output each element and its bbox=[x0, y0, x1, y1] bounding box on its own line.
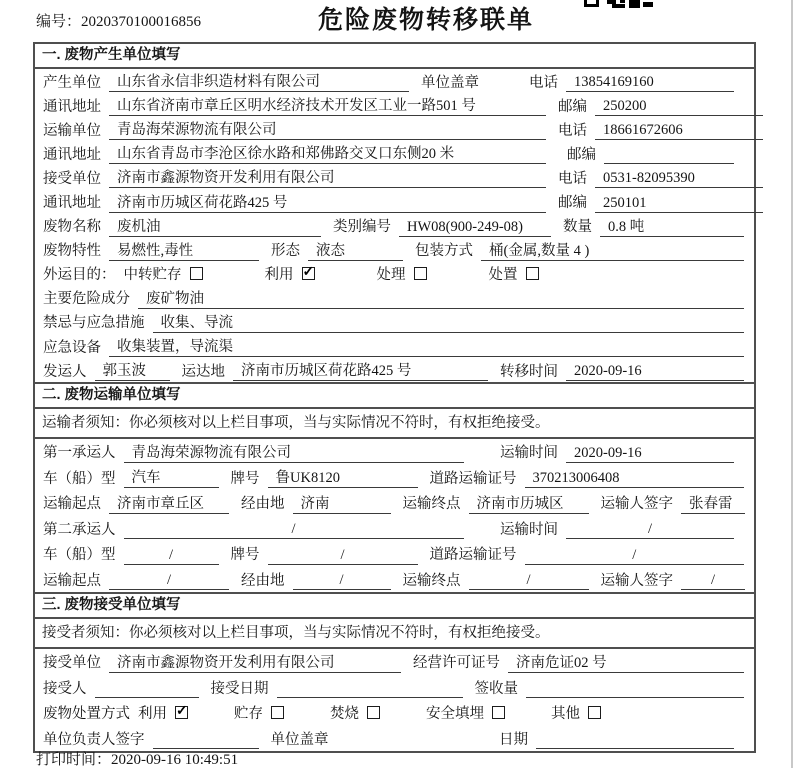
field-label-waste-form: 形态 bbox=[271, 243, 300, 260]
field-value-first-transport-date: 2020-09-16 bbox=[566, 443, 734, 463]
field-value-transport-unit-name: 青岛海荣源物流有限公司 bbox=[109, 120, 546, 140]
field-label-accept-date: 接受日期 bbox=[210, 680, 269, 697]
section-producer bbox=[33, 42, 756, 384]
field-value-accept-date bbox=[277, 678, 463, 698]
field-value-accept-unit-name: 济南市鑫源物资开发利用有限公司 bbox=[109, 653, 401, 673]
field-label-receiver-postcode: 邮编 bbox=[558, 195, 587, 212]
field-value-transport-postcode bbox=[604, 144, 734, 164]
field-label-license-number: 经营许可证号 bbox=[413, 655, 500, 672]
serial-number bbox=[36, 10, 201, 31]
row-second-carrier bbox=[35, 516, 754, 542]
option-label: 贮存 bbox=[234, 706, 263, 723]
checkbox-checked-icon bbox=[175, 706, 188, 719]
serial-label: 编号： bbox=[36, 14, 82, 30]
print-time bbox=[36, 748, 238, 769]
field-value-waste-packing: 桶(金属,数量 4 ) bbox=[481, 241, 744, 261]
field-label-producer-unit-name: 产生单位 bbox=[43, 74, 101, 91]
field-label-receiver-phone: 电话 bbox=[558, 170, 587, 187]
field-value-transfer-date: 2020-09-16 bbox=[566, 361, 744, 381]
field-value-responsible-signature-value bbox=[153, 729, 259, 749]
section-transporter bbox=[33, 382, 756, 594]
field-value-received-quantity bbox=[526, 678, 744, 698]
option-transfer-purpose-1 bbox=[265, 263, 315, 284]
field-label-transport-address-value: 通讯地址 bbox=[43, 146, 101, 163]
row-accept-person bbox=[35, 675, 754, 701]
field-label-receiver-address-value: 通讯地址 bbox=[43, 195, 101, 212]
option-label: 处置 bbox=[488, 267, 518, 284]
field-label-destination: 运达地 bbox=[181, 363, 225, 380]
field-label-second-origin: 运输起点 bbox=[43, 572, 101, 589]
field-value-receiver-phone: 0531-82095390 bbox=[595, 168, 763, 188]
field-label-responsible-signature-value: 单位负责人签字 bbox=[43, 731, 145, 748]
field-label-second-road-permit: 道路运输证号 bbox=[429, 547, 517, 564]
option-disposal-method-1 bbox=[234, 702, 284, 723]
field-label-main-hazard-value: 主要危险成分 bbox=[43, 291, 130, 308]
field-label-second-carrier-signature: 运输人签字 bbox=[600, 572, 673, 589]
row-disposal-method bbox=[35, 700, 754, 726]
field-value-receiver-postcode: 250101 bbox=[595, 193, 763, 213]
field-label-second-plate-number: 牌号 bbox=[230, 547, 260, 564]
option-label: 利用 bbox=[264, 267, 294, 284]
field-value-first-carrier-signature: 张春雷 bbox=[681, 494, 745, 514]
field-value-first-carrier-name: 青岛海荣源物流有限公司 bbox=[124, 443, 464, 463]
field-value-destination: 济南市历城区荷花路425 号 bbox=[233, 361, 488, 381]
field-value-first-plate-number: 鲁UK8120 bbox=[268, 468, 418, 488]
field-label-second-carrier-name: 第二承运人 bbox=[43, 521, 116, 538]
field-value-receiver-address-value: 济南市历城区荷花路425 号 bbox=[109, 193, 546, 213]
field-label-waste-packing: 包装方式 bbox=[415, 243, 473, 260]
row-first-route bbox=[35, 490, 754, 516]
field-value-waste-name-value: 废机油 bbox=[109, 217, 321, 237]
field-value-transport-address-value: 山东省青岛市李沧区徐水路和郑佛路交叉口东侧20 米 bbox=[109, 144, 546, 164]
row-transport-address bbox=[35, 141, 754, 165]
section-title-transporter: 二. 废物运输单位填写 bbox=[35, 384, 754, 409]
row-second-vehicle bbox=[35, 541, 754, 567]
row-producer-address bbox=[35, 93, 754, 117]
field-label-waste-quantity: 数量 bbox=[563, 219, 592, 236]
field-value-first-terminal: 济南市历城区 bbox=[469, 494, 589, 514]
row-receiver-address bbox=[35, 189, 754, 213]
field-label-first-vehicle-type: 车（船）型 bbox=[43, 470, 116, 487]
field-value-first-via: 济南 bbox=[293, 494, 391, 514]
row-transfer-purpose bbox=[35, 262, 754, 286]
row-transport-unit bbox=[35, 117, 754, 141]
section-receiver bbox=[33, 592, 756, 753]
field-label-second-via: 经由地 bbox=[241, 572, 285, 589]
field-value-waste-category-code: HW08(900-249-08) bbox=[399, 217, 551, 237]
checkbox-checked-icon bbox=[302, 267, 315, 280]
field-label-receiver-unit-name: 接受单位 bbox=[43, 170, 101, 187]
row-emergency-measures bbox=[35, 310, 754, 334]
row-main-hazard bbox=[35, 286, 754, 310]
field-value-license-number: 济南危证02 号 bbox=[508, 653, 744, 673]
field-label-transport-postcode: 邮编 bbox=[567, 146, 596, 163]
field-value-first-origin: 济南市章丘区 bbox=[109, 494, 229, 514]
serial-value: 2020370100016856 bbox=[81, 14, 202, 30]
option-label: 焚烧 bbox=[330, 706, 359, 723]
row-waste-property bbox=[35, 238, 754, 262]
field-label-emergency-equipment-value: 应急设备 bbox=[43, 339, 101, 356]
checkbox-empty-icon bbox=[492, 706, 505, 719]
field-label-accept-person-name: 接受人 bbox=[43, 680, 87, 697]
page-title: 危险废物转移联单 bbox=[318, 6, 535, 34]
row-emergency-equipment bbox=[35, 334, 754, 358]
field-value-receiver-unit-name: 济南市鑫源物资开发利用有限公司 bbox=[109, 168, 546, 188]
option-disposal-method-4 bbox=[551, 702, 601, 723]
field-label-first-terminal: 运输终点 bbox=[402, 496, 461, 513]
field-value-producer-address-value: 山东省济南市章丘区明水经济技术开发区工业一路501 号 bbox=[109, 96, 546, 116]
row-second-route bbox=[35, 567, 754, 593]
option-label: 处理 bbox=[376, 267, 406, 284]
checkbox-empty-icon bbox=[414, 267, 427, 280]
field-label-second-transport-date: 运输时间 bbox=[500, 521, 558, 538]
field-value-producer-postcode: 250200 bbox=[595, 96, 763, 116]
option-label: 中转贮存 bbox=[123, 267, 182, 284]
field-label-first-plate-number: 牌号 bbox=[230, 470, 260, 487]
page-edge-line bbox=[791, 0, 793, 768]
checkbox-empty-icon bbox=[526, 267, 539, 280]
field-value-producer-phone: 13854169160 bbox=[566, 72, 734, 92]
field-value-main-hazard-value: 废矿物油 bbox=[138, 289, 744, 309]
field-value-emergency-measures-value: 收集、导流 bbox=[153, 313, 745, 333]
field-label-second-terminal: 运输终点 bbox=[402, 572, 461, 589]
field-value-emergency-equipment-value: 收集装置，导流渠 bbox=[109, 337, 744, 357]
field-label-first-via: 经由地 bbox=[241, 496, 285, 513]
field-value-first-vehicle-type: 汽车 bbox=[124, 468, 219, 488]
field-value-first-road-permit: 370213006408 bbox=[525, 468, 745, 488]
disposal-method-label: 废物处置方式 bbox=[43, 706, 130, 723]
field-label-accept-unit-name: 接受单位 bbox=[43, 655, 101, 672]
notice-transporter: 运输者须知：你必须核对以上栏目事项，当与实际情况不符时，有权拒绝接受。 bbox=[35, 409, 754, 439]
field-label-producer-phone: 电话 bbox=[529, 74, 558, 91]
field-unit-seal: 单位盖章 bbox=[421, 74, 479, 91]
row-accept-unit bbox=[35, 649, 754, 675]
print-time-value: 2020-09-16 10:49:51 bbox=[111, 752, 239, 768]
field-label-dispatcher: 发运人 bbox=[43, 363, 87, 380]
row-producer-unit bbox=[35, 69, 754, 93]
field-label-waste-property-value: 废物特性 bbox=[43, 243, 101, 260]
option-label: 其他 bbox=[551, 706, 580, 723]
field-label-second-vehicle-type: 车（船）型 bbox=[43, 547, 116, 564]
section-title-receiver: 三. 废物接受单位填写 bbox=[35, 594, 754, 619]
row-waste-name bbox=[35, 214, 754, 238]
option-transfer-purpose-0 bbox=[124, 263, 203, 284]
transfer-purpose-label: 外运目的： bbox=[43, 267, 116, 284]
notice-receiver: 接受者须知：你必须核对以上栏目事项，当与实际情况不符时，有权拒绝接受。 bbox=[35, 619, 754, 649]
field-value-second-road-permit: / bbox=[525, 545, 745, 565]
field-label-first-carrier-signature: 运输人签字 bbox=[600, 496, 673, 513]
manifest-form bbox=[33, 42, 756, 753]
field-label-transport-phone: 电话 bbox=[558, 122, 587, 139]
option-disposal-method-3 bbox=[426, 702, 505, 723]
field-label-first-transport-date: 运输时间 bbox=[500, 445, 558, 462]
field-label-waste-category-code: 类别编号 bbox=[333, 219, 391, 236]
checkbox-empty-icon bbox=[588, 706, 601, 719]
checkbox-empty-icon bbox=[190, 267, 203, 280]
field-value-sign-date bbox=[536, 729, 734, 749]
checkbox-empty-icon bbox=[367, 706, 380, 719]
field-label-first-origin: 运输起点 bbox=[43, 496, 101, 513]
row-dispatch bbox=[35, 358, 754, 382]
field-value-producer-unit-name: 山东省永信非织造材料有限公司 bbox=[109, 72, 409, 92]
field-value-second-carrier-name: / bbox=[124, 519, 464, 539]
row-first-carrier bbox=[35, 439, 754, 465]
field-label-sign-date: 日期 bbox=[499, 731, 528, 748]
field-label-first-road-permit: 道路运输证号 bbox=[429, 470, 517, 487]
row-receiver-unit bbox=[35, 165, 754, 189]
option-disposal-method-0 bbox=[138, 702, 188, 723]
field-value-second-plate-number: / bbox=[268, 545, 418, 565]
field-label-received-quantity: 签收量 bbox=[474, 680, 518, 697]
checkbox-empty-icon bbox=[271, 706, 284, 719]
field-value-second-carrier-signature: / bbox=[681, 570, 745, 590]
option-label: 利用 bbox=[138, 706, 167, 723]
field-label-emergency-measures-value: 禁忌与应急措施 bbox=[43, 315, 145, 332]
field-value-waste-form: 液态 bbox=[308, 241, 403, 261]
option-label: 安全填埋 bbox=[426, 706, 484, 723]
row-first-vehicle bbox=[35, 465, 754, 491]
field-value-second-transport-date: / bbox=[566, 519, 734, 539]
field-value-second-vehicle-type: / bbox=[124, 545, 219, 565]
field-value-accept-person-name bbox=[95, 678, 199, 698]
field-value-transport-phone: 18661672606 bbox=[595, 120, 763, 140]
option-disposal-method-2 bbox=[330, 702, 380, 723]
document-header bbox=[0, 0, 796, 42]
field-label-transfer-date: 转移时间 bbox=[500, 363, 558, 380]
option-transfer-purpose-2 bbox=[377, 263, 427, 284]
section-title-producer: 一. 废物产生单位填写 bbox=[35, 44, 754, 69]
field-receiver-unit-seal: 单位盖章 bbox=[270, 731, 329, 748]
field-value-second-via: / bbox=[293, 570, 391, 590]
field-value-waste-property-value: 易燃性,毒性 bbox=[109, 241, 259, 261]
print-time-label: 打印时间： bbox=[36, 752, 112, 768]
field-value-waste-quantity: 0.8 吨 bbox=[600, 217, 744, 237]
field-label-transport-unit-name: 运输单位 bbox=[43, 122, 101, 139]
field-label-producer-postcode: 邮编 bbox=[558, 98, 587, 115]
field-label-producer-address-value: 通讯地址 bbox=[43, 98, 101, 115]
field-label-first-carrier-name: 第一承运人 bbox=[43, 445, 116, 462]
field-value-second-origin: / bbox=[109, 570, 229, 590]
field-label-waste-name-value: 废物名称 bbox=[43, 219, 101, 236]
option-transfer-purpose-3 bbox=[489, 263, 539, 284]
field-value-second-terminal: / bbox=[469, 570, 589, 590]
field-value-dispatcher: 郭玉波 bbox=[95, 361, 170, 381]
